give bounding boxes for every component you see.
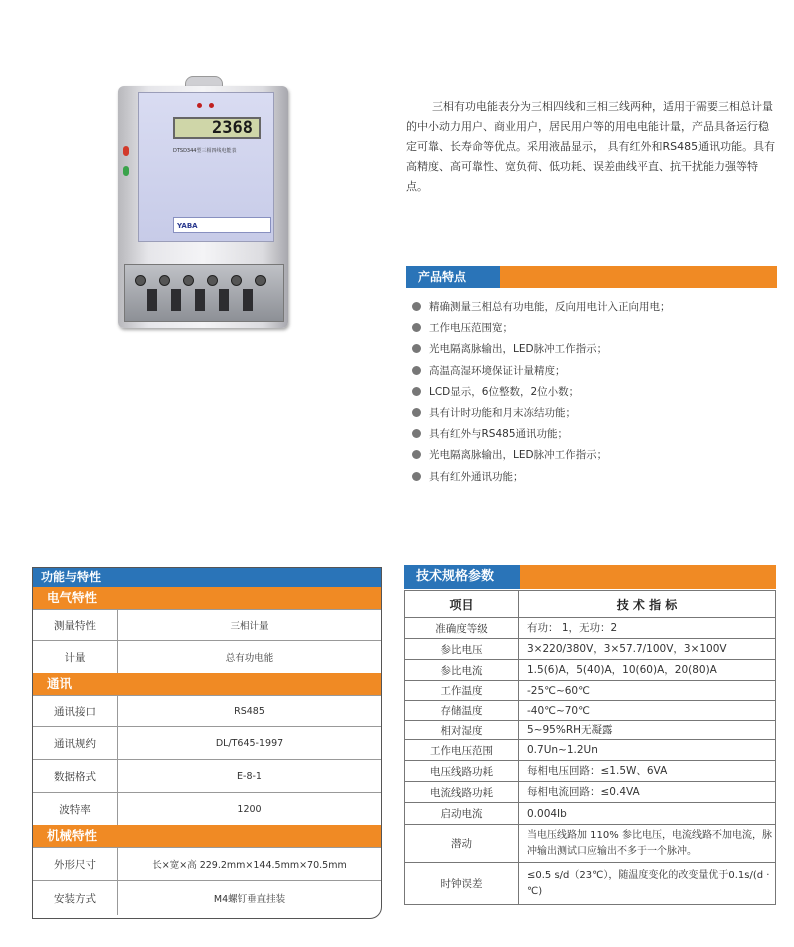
row-key: 安装方式 <box>33 881 118 915</box>
meter-lcd-display: 2368 <box>173 117 261 139</box>
section-header: 电气特性 <box>33 587 381 609</box>
spec-value: 3×220/380V，3×57.7/100V，3×100V <box>519 639 776 660</box>
table-row <box>33 695 381 726</box>
spec-value: 每相电流回路：≤0.4VA <box>519 782 776 803</box>
terminal-slot <box>147 289 157 311</box>
row-value: 三相计量 <box>230 621 269 632</box>
row-key: 测量特性 <box>33 610 118 640</box>
table-row <box>405 701 776 721</box>
screw-icon <box>159 275 170 286</box>
screw-icon <box>231 275 242 286</box>
meter-led-green <box>123 166 129 176</box>
table-row <box>33 640 381 673</box>
table-row <box>33 609 381 640</box>
meter-nameplate <box>173 147 273 155</box>
row-key: 通讯规约 <box>33 727 118 759</box>
spec-key: 参比电压 <box>405 639 519 660</box>
spec-value: 0.7Un~1.2Un <box>519 740 776 761</box>
list-item <box>412 382 671 403</box>
meter-led-red <box>123 146 129 156</box>
features-header-orange <box>500 266 777 288</box>
list-item <box>412 297 671 318</box>
table-row <box>405 721 776 740</box>
spec-value: 当电压线路加 110% 参比电压，电流线路不加电流，脉冲输出测试口应输出不多于一个脉冲。 <box>519 825 776 863</box>
table-row <box>405 618 776 639</box>
feature-text: 工作电压范围宽； <box>429 322 513 335</box>
table-row <box>33 847 381 880</box>
spec-key: 时钟误差 <box>405 863 519 905</box>
screw-icon <box>207 275 218 286</box>
bullet-icon <box>412 429 421 438</box>
section-header: 机械特性 <box>33 825 381 847</box>
bullet-icon <box>412 366 421 375</box>
spec-value: 1.5(6)A，5(40)A，10(60)A，20(80)A <box>519 660 776 681</box>
row-value: 长×宽×高 229.2mm×144.5mm×70.5mm <box>152 860 347 871</box>
list-item <box>412 318 671 339</box>
table-row <box>33 726 381 759</box>
spec-table <box>404 590 776 905</box>
section-header: 通讯 <box>33 673 381 695</box>
spec-value: ≤0.5 s/d（23℃），随温度变化的改变量优于0.1s/(d · ℃) <box>519 863 776 905</box>
table-row <box>405 863 776 905</box>
spec-value: -40℃~70℃ <box>519 701 776 721</box>
feature-text: 光电隔离脉输出，LED脉冲工作指示； <box>429 343 608 356</box>
list-item <box>412 403 671 424</box>
table-row <box>405 740 776 761</box>
list-item <box>412 467 671 488</box>
intro-paragraph: 三相有功电能表分为三相四线和三相三线两种，适用于需要三相总计量的中小动力用户、商业用户，居民用户等的用电电能计量，产品具备运行稳定可靠、长寿命等优点。采用液晶显示， 具有红外和RS485通讯功能。具有高精度、高可靠性、宽负荷、低功耗、误差曲线平直、抗干扰能力强等特点。 <box>406 100 776 193</box>
spec-key: 电压线路功耗 <box>405 761 519 782</box>
spec-value: 0.004Ib <box>519 803 776 825</box>
row-value: M4螺钉垂直挂装 <box>213 894 286 905</box>
spec-key: 启动电流 <box>405 803 519 825</box>
bullet-icon <box>412 408 421 417</box>
meter-faceplate <box>138 92 274 242</box>
pulse-led-icon <box>197 103 202 108</box>
feature-text: 具有红外通讯功能； <box>429 470 524 483</box>
bullet-icon <box>412 323 421 332</box>
feature-text: LCD显示，6位整数，2位小数； <box>429 385 580 398</box>
meter-model-label: DTSD344型三相四线电能表 <box>173 148 237 154</box>
table-row <box>33 880 381 915</box>
table-row <box>33 792 381 825</box>
terminal-slot <box>171 289 181 311</box>
column-header-item: 项目 <box>405 591 519 618</box>
terminal-slot <box>219 289 229 311</box>
bullet-icon <box>412 302 421 311</box>
screw-icon <box>135 275 146 286</box>
table-row <box>405 639 776 660</box>
bullet-icon <box>412 450 421 459</box>
meter-terminal-block <box>124 264 284 322</box>
meter-image <box>118 86 288 328</box>
feature-text: 具有红外与RS485通讯功能； <box>429 428 569 441</box>
spec-key: 存储温度 <box>405 701 519 721</box>
features-list <box>412 297 671 488</box>
feature-text: 具有计时功能和月末冻结功能； <box>429 406 576 419</box>
row-value: 总有功电能 <box>225 653 274 664</box>
feature-text: 精确测量三相总有功电能，反向用电计入正向用电； <box>429 301 671 313</box>
terminal-slot <box>195 289 205 311</box>
terminal-slot <box>243 289 253 311</box>
row-value: RS485 <box>234 705 265 717</box>
row-key: 波特率 <box>33 793 118 825</box>
function-table <box>32 567 382 919</box>
feature-text: 高温高湿环境保证计量精度； <box>429 364 566 377</box>
spec-value: 5~95%RH无凝露 <box>519 721 776 740</box>
row-key: 数据格式 <box>33 760 118 792</box>
row-key: 通讯接口 <box>33 696 118 726</box>
spec-table-header <box>404 565 776 589</box>
row-value: DL/T645-1997 <box>215 737 284 749</box>
spec-key: 参比电流 <box>405 660 519 681</box>
spec-value: -25℃~60℃ <box>519 681 776 701</box>
spec-key: 潜动 <box>405 825 519 863</box>
list-item <box>412 361 671 382</box>
list-item <box>412 339 671 360</box>
table-row <box>405 761 776 782</box>
table-header-row <box>405 591 776 618</box>
function-table-title: 功能与特性 <box>33 568 381 587</box>
table-row <box>33 759 381 792</box>
table-row <box>405 825 776 863</box>
column-header-spec: 技 术 指 标 <box>519 591 776 618</box>
row-key: 计量 <box>33 641 118 673</box>
feature-text: 光电隔离脉输出，LED脉冲工作指示； <box>429 449 608 462</box>
row-value: 1200 <box>237 803 262 815</box>
spec-key: 电流线路功耗 <box>405 782 519 803</box>
table-row <box>405 803 776 825</box>
pulse-led-icon <box>209 103 214 108</box>
table-row <box>405 681 776 701</box>
features-header <box>406 266 777 288</box>
table-row <box>405 782 776 803</box>
spec-key: 相对湿度 <box>405 721 519 740</box>
screw-icon <box>255 275 266 286</box>
spec-value: 有功： 1，无功：2 <box>519 618 776 639</box>
spec-value: 每相电压回路：≤1.5W、6VA <box>519 761 776 782</box>
spec-key: 工作电压范围 <box>405 740 519 761</box>
list-item <box>412 424 671 445</box>
bullet-icon <box>412 387 421 396</box>
list-item <box>412 445 671 466</box>
bullet-icon <box>412 472 421 481</box>
meter-brand-logo: YABA <box>173 217 271 233</box>
screw-icon <box>183 275 194 286</box>
spec-header-orange <box>520 565 776 589</box>
spec-key: 准确度等级 <box>405 618 519 639</box>
features-title: 产品特点 <box>418 270 467 284</box>
row-key: 外形尺寸 <box>33 848 118 880</box>
row-value: E-8-1 <box>237 770 262 782</box>
bullet-icon <box>412 344 421 353</box>
table-row <box>405 660 776 681</box>
spec-table-title: 技术规格参数 <box>416 569 495 584</box>
spec-key: 工作温度 <box>405 681 519 701</box>
